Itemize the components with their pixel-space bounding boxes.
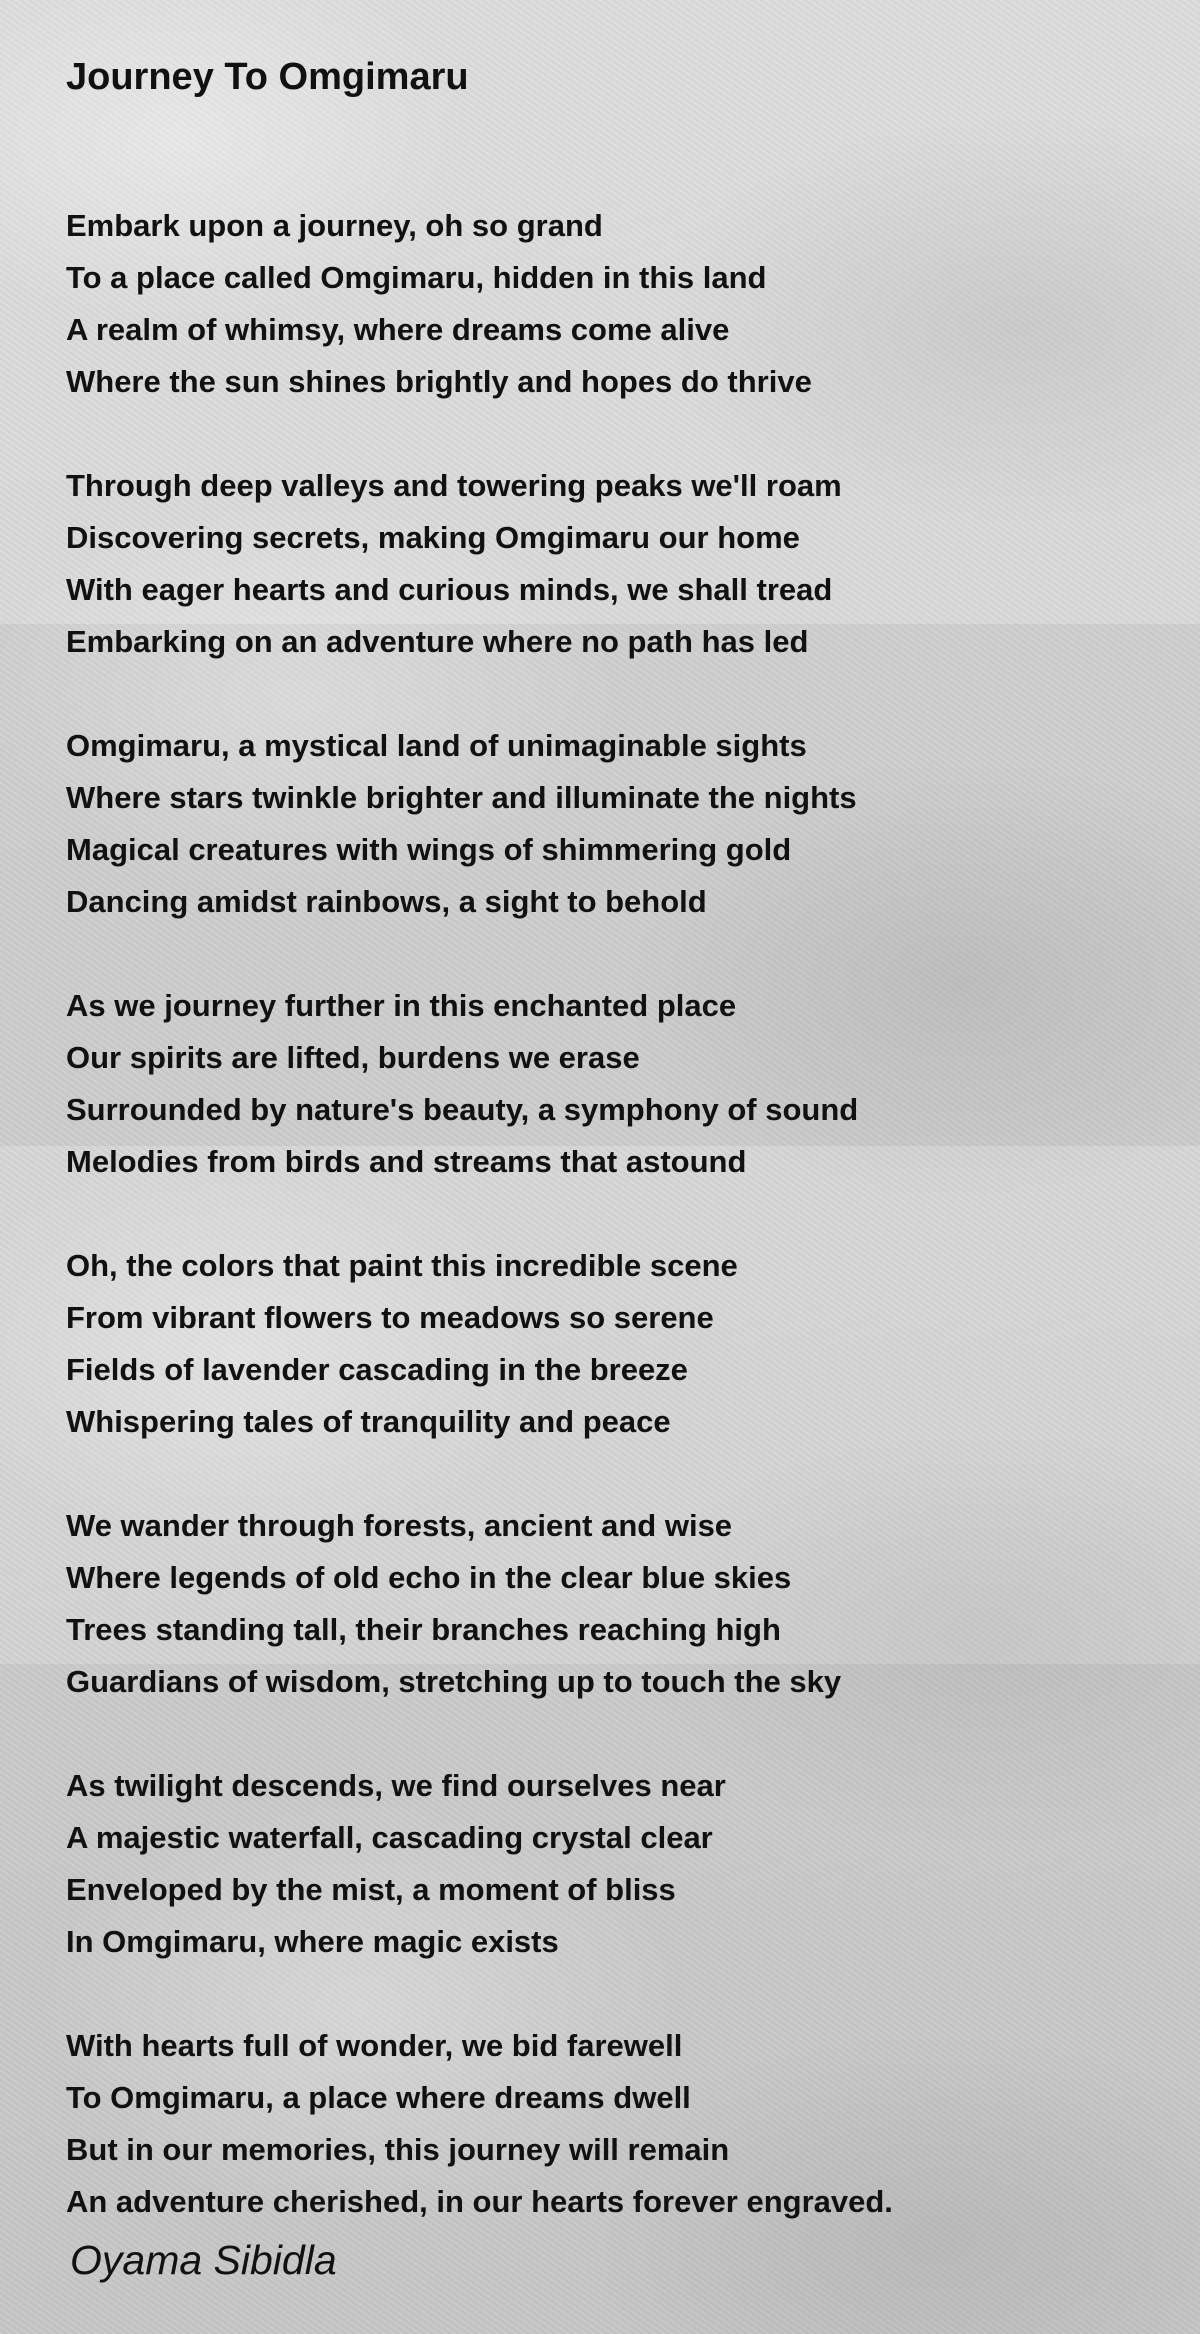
poem-line: An adventure cherished, in our hearts forever engraved. <box>66 2184 893 2219</box>
stanza-6 <box>66 1500 1146 1708</box>
poem-line: Melodies from birds and streams that astound <box>66 1144 747 1179</box>
poem-line: Magical creatures with wings of shimmering gold <box>66 832 792 867</box>
poem-line: Enveloped by the mist, a moment of bliss <box>66 1872 676 1907</box>
poem-line: Trees standing tall, their branches reaching high <box>66 1612 781 1647</box>
poem-author: Oyama Sibidla <box>70 2237 337 2283</box>
poem-line: With hearts full of wonder, we bid farewell <box>66 2028 683 2063</box>
poem-line: We wander through forests, ancient and wise <box>66 1508 733 1543</box>
poem-line: From vibrant flowers to meadows so serene <box>66 1300 714 1335</box>
stanza-8 <box>66 2020 1146 2228</box>
stanza-5 <box>66 1240 1146 1448</box>
poem-line: A majestic waterfall, cascading crystal clear <box>66 1820 713 1855</box>
poem-line: With eager hearts and curious minds, we shall tread <box>66 572 833 607</box>
poem-line: As we journey further in this enchanted place <box>66 988 737 1023</box>
poem-line: Where legends of old echo in the clear blue skies <box>66 1560 792 1595</box>
poem-page <box>66 50 1146 2280</box>
poem-line: Fields of lavender cascading in the breeze <box>66 1352 688 1387</box>
stanza-7 <box>66 1760 1146 1968</box>
poem-line: Where the sun shines brightly and hopes do thrive <box>66 364 812 399</box>
stanza-2 <box>66 460 1146 668</box>
poem-line: Dancing amidst rainbows, a sight to behold <box>66 884 707 919</box>
poem-line: Whispering tales of tranquility and peace <box>66 1404 671 1439</box>
poem-line: To Omgimaru, a place where dreams dwell <box>66 2080 691 2115</box>
stanza-4 <box>66 980 1146 1188</box>
poem-line: Surrounded by nature's beauty, a symphony of sound <box>66 1092 859 1127</box>
poem-line: Omgimaru, a mystical land of unimaginable sights <box>66 728 807 763</box>
poem-line: To a place called Omgimaru, hidden in this land <box>66 260 767 295</box>
stanza-3 <box>66 720 1146 928</box>
poem-line: A realm of whimsy, where dreams come alive <box>66 312 730 347</box>
poem-line: But in our memories, this journey will remain <box>66 2132 730 2167</box>
poem-line: Where stars twinkle brighter and illuminate the nights <box>66 780 857 815</box>
poem-line: As twilight descends, we find ourselves near <box>66 1768 726 1803</box>
poem-line: Through deep valleys and towering peaks we'll roam <box>66 468 842 503</box>
poem-line: Embarking on an adventure where no path has led <box>66 624 809 659</box>
poem-line: Guardians of wisdom, stretching up to touch the sky <box>66 1664 842 1699</box>
poem-line: Discovering secrets, making Omgimaru our home <box>66 520 800 555</box>
poem-line: Embark upon a journey, oh so grand <box>66 208 603 243</box>
poem-line: In Omgimaru, where magic exists <box>66 1924 559 1959</box>
poem-line: Oh, the colors that paint this incredible scene <box>66 1248 738 1283</box>
stanza-1 <box>66 200 1146 408</box>
poem-title: Journey To Omgimaru <box>66 56 469 98</box>
poem-line: Our spirits are lifted, burdens we erase <box>66 1040 640 1075</box>
poem-body <box>66 200 1146 2228</box>
